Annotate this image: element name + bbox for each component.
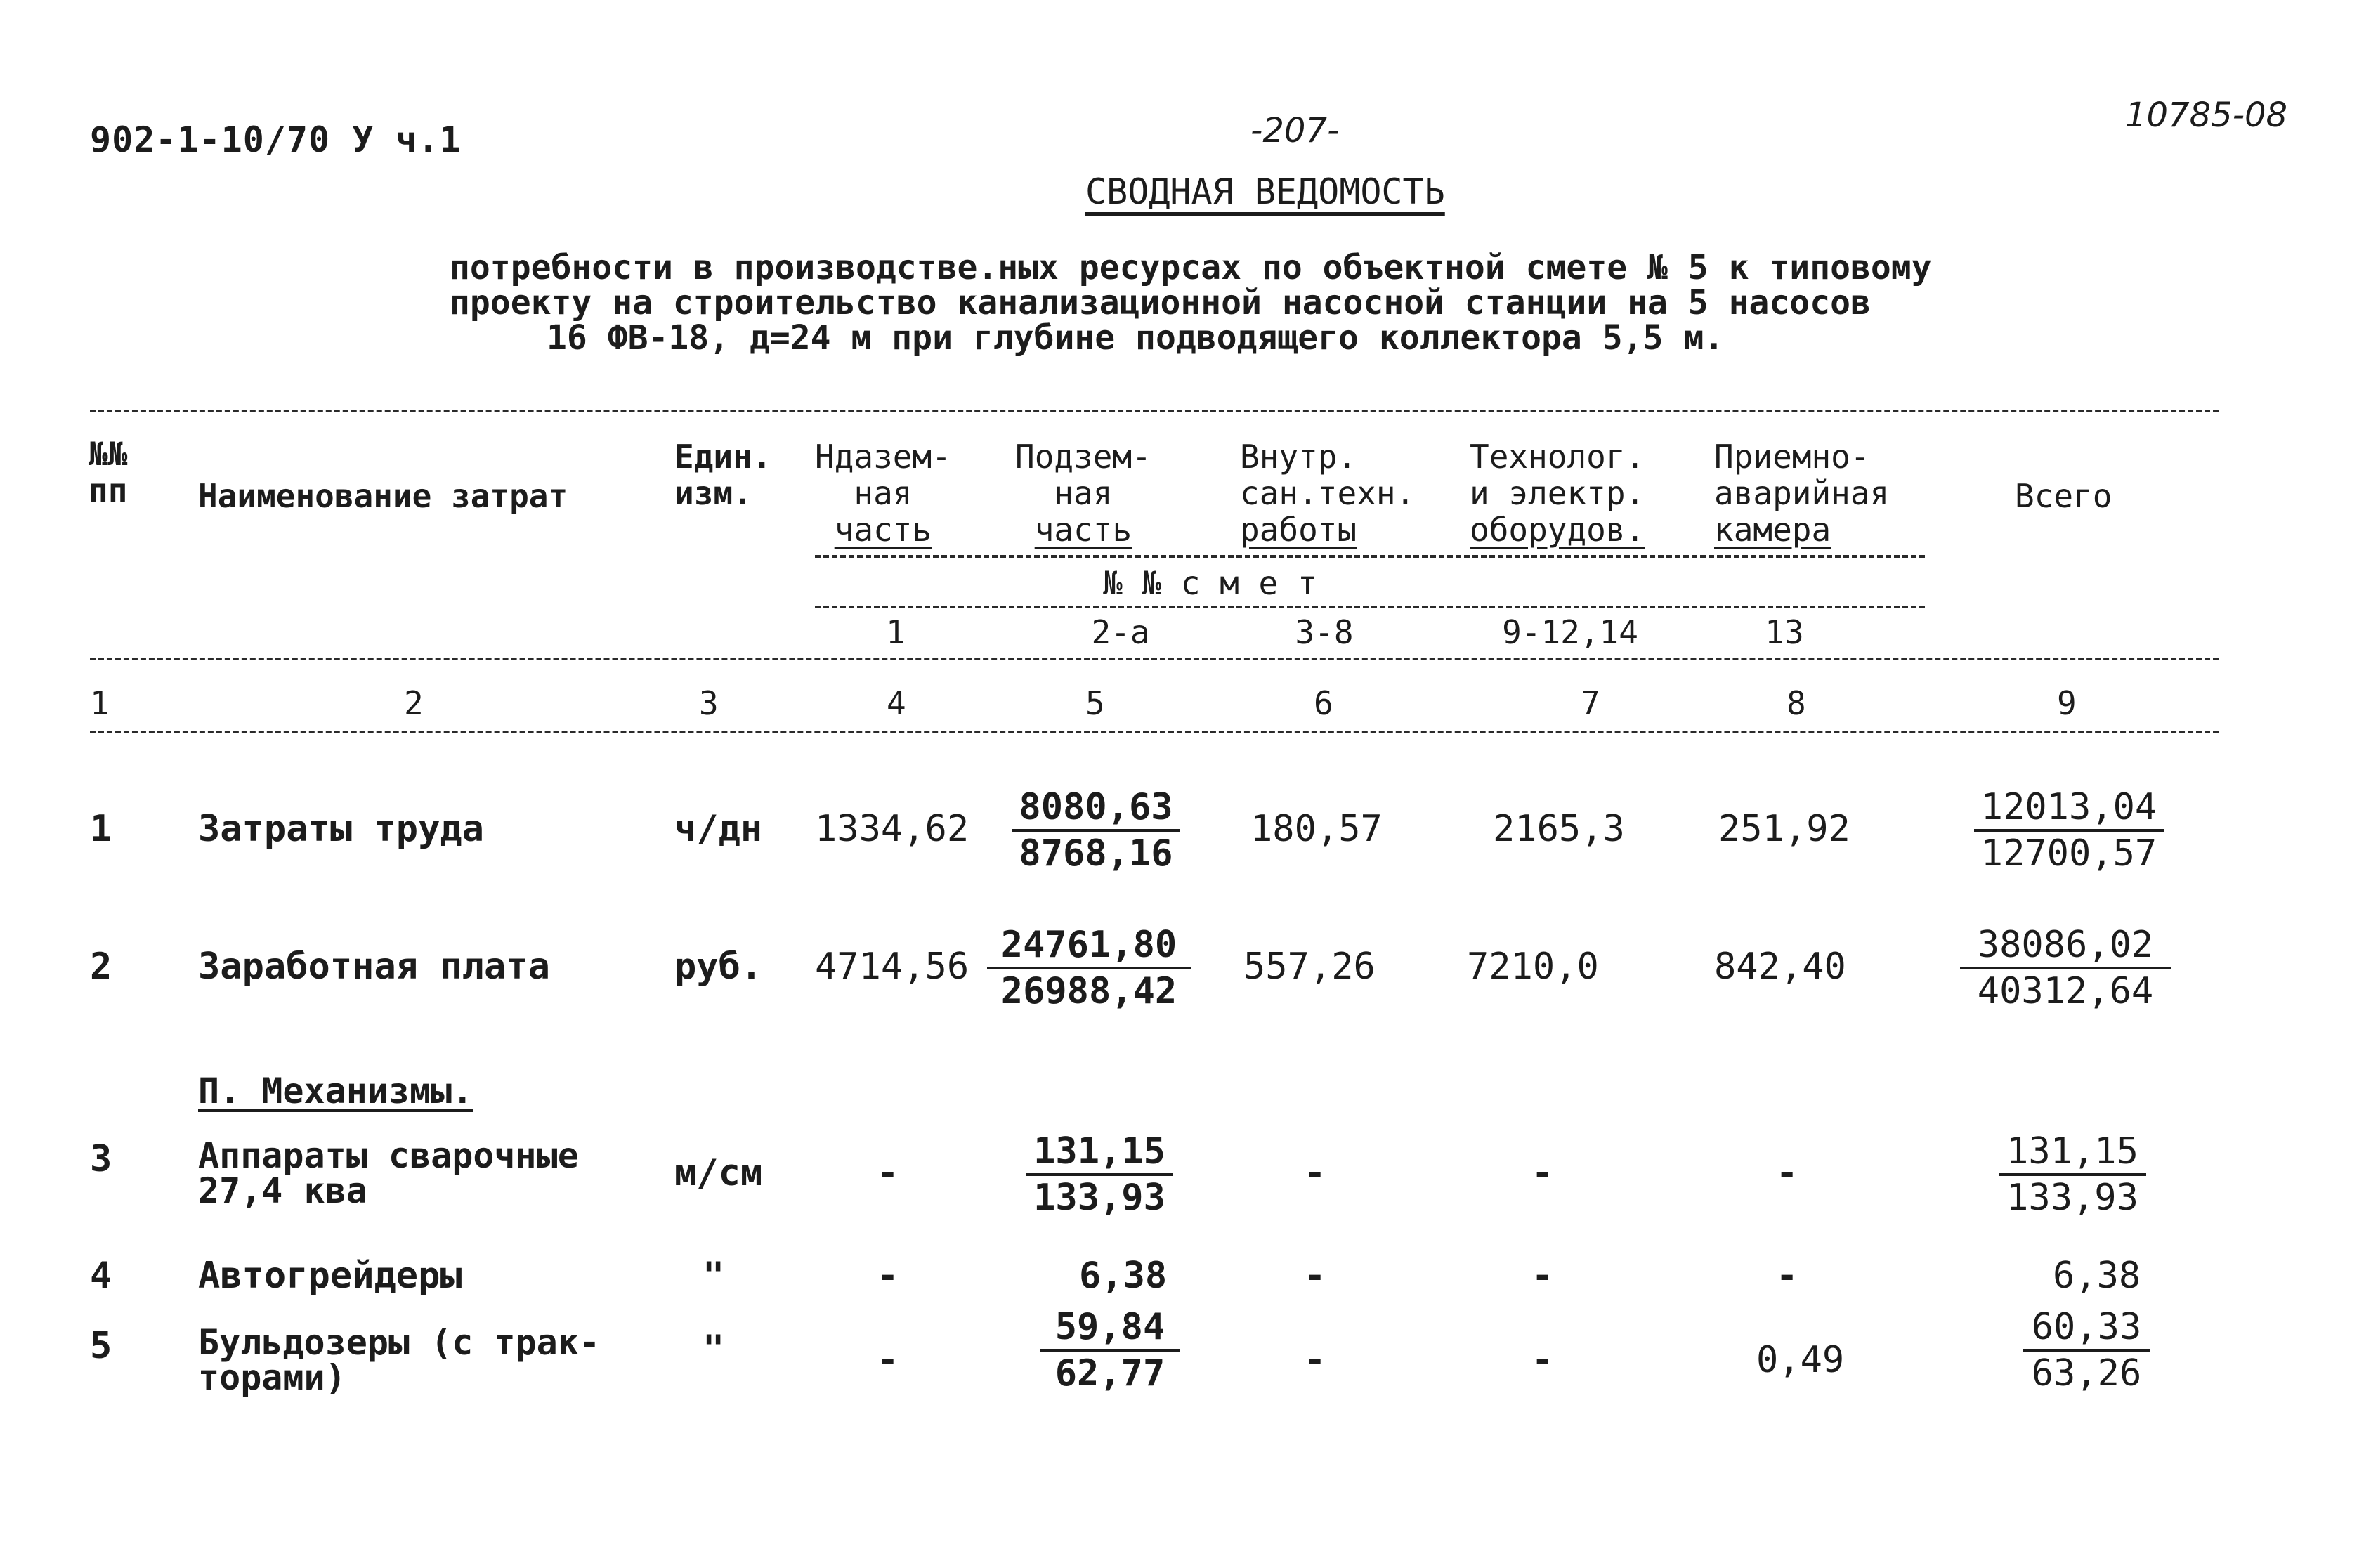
technology-value: - bbox=[1531, 1339, 1554, 1381]
technology-value: 7210,0 bbox=[1467, 946, 1599, 988]
archive-stamp: 10785-08 bbox=[2125, 96, 2288, 135]
col-num: 5 bbox=[1085, 684, 1105, 722]
header-col-total: Всего bbox=[2015, 477, 2112, 515]
table-top-rule bbox=[90, 410, 2219, 412]
header-nn: №№ пп bbox=[89, 435, 128, 509]
row-number: 3 bbox=[90, 1138, 112, 1180]
cost-name: Аппараты сварочные 27,4 ква bbox=[198, 1135, 579, 1211]
chamber-value: - bbox=[1776, 1255, 1798, 1297]
above-ground-value: 1334,62 bbox=[815, 808, 969, 850]
underground-value: $\frac{131,15}{133,93}$ bbox=[1026, 1130, 1173, 1220]
sanitary-value: 557,26 bbox=[1243, 946, 1376, 988]
chamber-value: 842,40 bbox=[1714, 946, 1846, 988]
row-number: 2 bbox=[90, 946, 112, 988]
smet-num: 3-8 bbox=[1295, 613, 1354, 651]
cost-name: Бульдозеры (с трак- торами) bbox=[198, 1322, 600, 1398]
col-num: 2 bbox=[404, 684, 424, 722]
header-estimates-label: № № с м е т bbox=[1103, 564, 1317, 602]
sanitary-value: 180,57 bbox=[1250, 808, 1383, 850]
header-name: Наименование затрат bbox=[198, 477, 568, 515]
cost-name: Автогрейдеры bbox=[198, 1255, 462, 1297]
technology-value: - bbox=[1531, 1255, 1554, 1297]
total-value: $\frac{131,15}{133,93}$ bbox=[1999, 1130, 2146, 1220]
header-col-above-ground: Ндазем- ная часть bbox=[815, 438, 951, 549]
col-num: 3 bbox=[699, 684, 719, 722]
header-col-chamber: Приемно- аварийная камера bbox=[1714, 438, 1890, 549]
unit: м/см bbox=[674, 1152, 763, 1194]
header-col-sanitary: Внутр. сан.техн. работы bbox=[1240, 438, 1416, 549]
total-value: 6,38 bbox=[2053, 1255, 2141, 1297]
col-num: 7 bbox=[1581, 684, 1600, 722]
col-num: 4 bbox=[887, 684, 906, 722]
sanitary-value: - bbox=[1304, 1152, 1326, 1194]
document-code: 902-1-10/70 У ч.1 bbox=[90, 119, 462, 160]
smet-num: 1 bbox=[886, 613, 906, 651]
unit: ч/дн bbox=[674, 808, 763, 850]
chamber-value: 0,49 bbox=[1756, 1339, 1845, 1381]
sanitary-value: - bbox=[1304, 1339, 1326, 1381]
unit: руб. bbox=[674, 946, 763, 988]
underground-value: 6,38 bbox=[1079, 1255, 1168, 1297]
col-num: 1 bbox=[90, 684, 110, 722]
header-rule-2 bbox=[815, 606, 1925, 608]
document-title: СВОДНАЯ ВЕДОМОСТЬ bbox=[1085, 171, 1445, 212]
row-number: 5 bbox=[90, 1325, 112, 1367]
header-col-technology: Технолог. и электр. оборудов. bbox=[1470, 438, 1645, 549]
col-num: 8 bbox=[1787, 684, 1806, 722]
header-rule-1 bbox=[815, 555, 1925, 558]
header-bottom-rule bbox=[90, 658, 2219, 660]
above-ground-value: 4714,56 bbox=[815, 946, 969, 988]
smet-num: 9-12,14 bbox=[1502, 613, 1638, 651]
row-number: 4 bbox=[90, 1255, 112, 1297]
technology-value: - bbox=[1531, 1152, 1554, 1194]
header-col-underground: Подзем- ная часть bbox=[1015, 438, 1151, 549]
underground-value: $\frac{24761,80}{26988,42}$ bbox=[987, 923, 1191, 1013]
chamber-value: 251,92 bbox=[1718, 808, 1850, 850]
total-value: $\frac{12013,04}{12700,57}$ bbox=[1974, 785, 2164, 875]
above-ground-value: - bbox=[877, 1255, 899, 1297]
cost-name: Затраты труда bbox=[198, 808, 484, 850]
header-unit: Един. изм. bbox=[674, 438, 772, 512]
subtitle-line-3: 16 ФВ-18, д=24 м при глубине подводящего коллектора 5,5 м. bbox=[547, 318, 1725, 358]
technology-value: 2165,3 bbox=[1493, 808, 1625, 850]
smet-num: 13 bbox=[1765, 613, 1804, 651]
col-num: 9 bbox=[2057, 684, 2077, 722]
col-num: 6 bbox=[1314, 684, 1333, 722]
row-number: 1 bbox=[90, 808, 112, 850]
total-value: $\frac{60,33}{63,26}$ bbox=[2023, 1305, 2150, 1395]
above-ground-value: - bbox=[877, 1339, 899, 1381]
unit: " bbox=[703, 1328, 725, 1370]
column-numbers-rule bbox=[90, 731, 2219, 733]
chamber-value: - bbox=[1776, 1152, 1798, 1194]
unit: " bbox=[703, 1255, 725, 1297]
subtitle-line-2: проекту на строительство канализационной насосной станции на 5 насосов bbox=[450, 283, 1871, 322]
page-number: -207- bbox=[1250, 111, 1340, 150]
cost-name: Заработная плата bbox=[198, 946, 550, 988]
section-heading-mechanisms: П. Механизмы. bbox=[198, 1071, 473, 1111]
underground-value: $\frac{8080,63}{8768,16}$ bbox=[1012, 785, 1180, 875]
above-ground-value: - bbox=[877, 1152, 899, 1194]
smet-num: 2-а bbox=[1091, 613, 1150, 651]
underground-value: $\frac{59,84}{62,77}$ bbox=[1040, 1305, 1180, 1395]
total-value: $\frac{38086,02}{40312,64}$ bbox=[1960, 923, 2171, 1013]
subtitle-line-1: потребности в производстве.ных ресурсах по объектной смете № 5 к типовому bbox=[450, 248, 1932, 287]
sanitary-value: - bbox=[1304, 1255, 1326, 1297]
